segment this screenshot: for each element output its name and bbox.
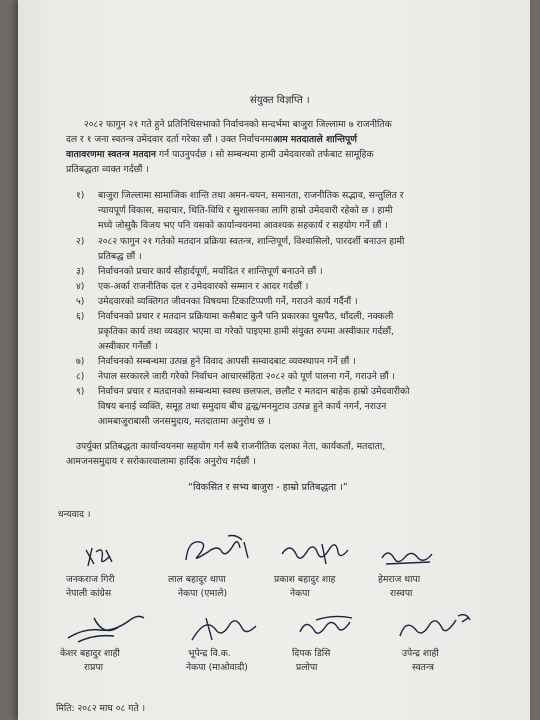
point-line: विषय बनाई व्यक्ति, समूह तथा समुदाय बीच द्वन्द्व/मनमुटाव उत्पन्न हुने कार्य नगर्न, नराउन — [98, 401, 387, 412]
signatory-name: प्रकाश बहादुर शाह — [274, 574, 336, 585]
signatory-name: उपेन्द्र शाही — [402, 648, 439, 659]
point-line: अस्वीकार गर्नेछौं । — [98, 341, 158, 352]
point-line: उमेदवारको व्यक्तिगत जीवनका विषयमा टिकाटिप्पणी गर्ने, गराउने कार्य गर्दैनौं । — [98, 296, 358, 307]
signatory-party: नेकपा — [290, 588, 310, 599]
point-line: प्रकृतिका कार्य तथा व्यवहार भएमा वा गरेको पाइएमा हामी संयुक्त रुपमा अस्वीकार गर्दछौं, — [98, 326, 395, 337]
point-number: ८) — [76, 371, 85, 382]
point-line: आमबाजुराबासी जनसमुदाय, मतदातामा अनुरोध छ । — [98, 416, 271, 427]
document-title: संयुक्त विज्ञप्ति । — [250, 95, 310, 106]
signatory-name: जनकराज गिरी — [66, 574, 115, 585]
intro-text-2: गर्न पाउनुपर्दछ । सो सम्बन्धमा हामी उमेदवारको तर्फबाट सामूहिक — [155, 149, 374, 160]
signatory-party: प्रलोपा — [296, 662, 318, 673]
intro-line-2 — [66, 134, 357, 146]
point-number: १) — [76, 190, 85, 201]
document-date: मिति: २०८२ माघ ०८ गते । — [56, 703, 146, 714]
signature-8-image — [396, 608, 476, 648]
signatory-party: राप्रपा — [84, 662, 103, 673]
thanks-text: धन्यवाद । — [58, 509, 91, 520]
document-page — [18, 0, 530, 720]
point-line: मध्ये जोसुकै विजय भए पनि यसको कार्यान्वयनमा आवश्यक सहकार्य र सहयोग गर्ने छौं । — [98, 220, 388, 231]
point-number: ९) — [76, 386, 85, 397]
signatory-party: रास्वपा — [390, 588, 413, 599]
signature-1-image — [80, 542, 120, 572]
signature-6 — [186, 610, 262, 648]
intro-line-1: २०८२ फागुन २१ गते हुने प्रतिनिधिसभाको निर्वाचनको सन्दर्भमा बाजुरा जिल्लामा ७ राजनीतिक — [84, 119, 392, 130]
signature-3 — [278, 538, 358, 570]
point-number: ४) — [76, 281, 85, 292]
point-number: ७) — [76, 356, 85, 367]
signature-4 — [378, 546, 440, 572]
signature-3-image — [278, 538, 358, 570]
intro-bold-2: वातावरणमा स्वतन्त्र मतदान — [66, 149, 156, 160]
point-line: निर्वाचनको प्रचार र मतदान प्रक्रियामा कसैबाट कुनै पनि प्रकारका घुसपैठ, धाँदली, नक्कली — [98, 311, 394, 322]
signatory-name: दिपक डिसि — [292, 648, 331, 659]
point-line: बाजुरा जिल्लामा सामाजिक शान्ति तथा अमन-चयन, समानता, राजनीतिक सद्भाव, सन्तुलित र — [98, 190, 404, 201]
signatory-name: केशर बहादुर शाही — [60, 648, 120, 659]
signature-7-image — [294, 612, 358, 648]
signature-6-image — [186, 610, 262, 648]
point-number: ५) — [76, 296, 85, 307]
point-line: निर्वाचनको प्रचार कार्य सौहार्दपूर्ण, मर्यादित र शान्तिपूर्ण बनाउने छौं । — [98, 266, 323, 277]
point-line: २०८२ फागुन २१ गतेको मतदान प्रक्रिया स्वतन्त्र, शान्तिपूर्ण, विश्वासिलो, पारदर्शी बनाउन हामी — [98, 236, 405, 247]
closing-line-1: उपर्युक्त प्रतिबद्धता कार्यान्वयनमा सहयोग गर्न सबै राजनीतिक दलका नेता, कार्यकर्ता, मतदाता, — [76, 441, 386, 452]
point-number: ६) — [76, 311, 85, 322]
slogan: “विकसित र सभ्य बाजुरा - हाम्रो प्रतिबद्धता ।” — [188, 482, 348, 493]
point-line: प्रतिबद्ध छौं । — [98, 251, 142, 262]
point-line: न्यायपूर्ण विकास, सदाचार, थिति-विधि र सुशासनका लागि हाम्रो उमेदवारी रहेको छ । हामी — [98, 205, 393, 216]
intro-bold-1: आम मतदाताले शान्तिपूर्ण — [272, 134, 357, 145]
signatory-party: स्वतन्त्र — [412, 662, 434, 673]
point-line: एक-अर्का राजनीतिक दल र उमेदवारको सम्मान र आदर गर्दछौं । — [98, 281, 309, 292]
signature-1 — [80, 542, 120, 572]
signature-4-image — [378, 546, 440, 572]
signature-7 — [294, 612, 358, 648]
signatory-name: लाल बहादुर थापा — [168, 574, 226, 585]
point-line: निर्वाचन प्रचार र मतदानको सम्बन्धमा स्वस्थ छलफल, छलौट र मतदान बाहेक हाम्रो उमेदवारीको — [98, 386, 410, 397]
point-number: २) — [76, 236, 85, 247]
point-number: ३) — [76, 266, 85, 277]
signature-2 — [178, 530, 258, 570]
intro-text: दल र १ जना स्वतन्त्र उमेदवार दर्ता गरेका छौं । उक्त निर्वाचनमा — [66, 134, 273, 145]
signatory-name: भूपेन्द्र वि.क. — [188, 648, 231, 659]
point-line: निर्वाचनको सम्बन्धमा उत्पन्न हुने विवाद आपसी सम्वादबाट व्यवस्थापन गर्ने छौं । — [98, 356, 356, 367]
signature-5 — [64, 608, 154, 648]
point-line: नेपाल सरकारले जारी गरेको निर्वाचन आचारसंहिता २०८२ को पूर्ण पालना गर्ने, गराउने छौं । — [98, 371, 395, 382]
signatory-name: हेमराज थापा — [378, 574, 421, 585]
signatory-party: नेकपा (माओवादी) — [186, 662, 248, 673]
signature-2-image — [178, 530, 258, 570]
signature-5-image — [64, 608, 154, 648]
intro-line-3 — [66, 149, 374, 161]
signatory-party: नेपाली कांग्रेस — [66, 588, 112, 599]
closing-line-2: आमजनसमुदाय र सरोकारवालामा हार्दिक अनुरोध गर्दछौं । — [66, 456, 256, 467]
intro-line-4: प्रतिबद्धता व्यक्त गर्दछौं । — [66, 164, 149, 175]
signatory-party: नेकपा (एमाले) — [178, 588, 228, 599]
signature-8 — [396, 608, 476, 648]
